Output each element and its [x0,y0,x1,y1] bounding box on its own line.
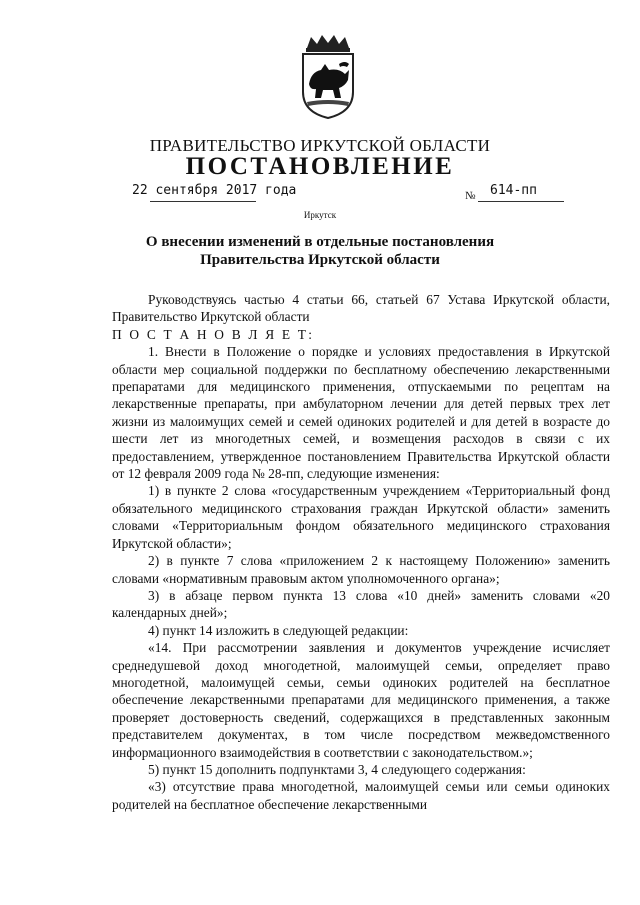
subclause-3-paragraph: 3) в абзаце первом пункта 13 слова «10 дней» заменить словами «20 календарных дней»; [112,587,610,621]
city-name: Иркутск [303,210,337,220]
government-name: ПРАВИТЕЛЬСТВО ИРКУТСКОЙ ОБЛАСТИ [149,136,491,155]
document-type-title: ПОСТАНОВЛЕНИЕ [185,153,455,180]
document-subject [0,233,640,269]
date-underline [150,201,256,202]
document-body [112,291,610,813]
preamble-paragraph: Руководствуясь частью 4 статьи 66, статьей 67 Устава Иркутской области, Правительство Иркутской области [112,292,610,325]
point-14-text-paragraph: «14. При рассмотрении заявления и документов учреждение исчисляет среднедушевой доход многодетной, малоимущей семьи, определяет право многодетной, малоимущей семьи, семьи одиноких родителей на бесплатное обеспечение лекарственными препаратами для медицинского применения, а также проверяет достоверность сведений, содержащихся в представленных законным представителем документах, в том числе посредством межведомственного информационного взаимодействия в соответствии с законодательством.»; [112,640,610,760]
subclause-1-paragraph: 1) в пункте 2 слова «государственным учреждением «Территориальный фонд обязательного медицинского страхования граждан Иркутской области» заменить словами «Территориальным фондом обязательного медицинского страхования Иркутской области»; [112,483,610,551]
subpoint-3-paragraph: «3) отсутствие права многодетной, малоимущей семьи или семьи одиноких родителей на бесплатное обеспечение лекарственными [112,779,610,812]
number-label: № [465,190,476,202]
document-number: 614-пп [490,183,537,198]
subject-line-1: О внесении изменений в отдельные постановления [145,234,495,250]
subject-line-2: Правительства Иркутской области [200,252,440,268]
clause-1-paragraph: 1. Внести в Положение о порядке и условиях предоставления в Иркутской области мер социальной поддержки по бесплатному обеспечению лекарственными препаратами для медицинского применения, отпускаемыми по рецептам на лекарственные препараты, при амбулаторном лечении для детей первых трех лет жизни из малоимущих семей и семей одиноких родителей и для детей в возрасте до шести лет из многодетных семей, и возмещения расходов в связи с их предоставлением, утвержденное постановлением Правительства Иркутской области от 12 февраля 2009 года № 28-пп, следующие изменения: [112,344,610,482]
resolves-heading: П О С Т А Н О В Л Я Е Т: [112,326,315,342]
subclause-4-paragraph: 4) пункт 14 изложить в следующей редакции: [148,622,409,638]
subclause-5-paragraph: 5) пункт 15 дополнить подпунктами 3, 4 следующего содержания: [148,761,526,777]
coat-of-arms-icon [299,34,357,120]
document-date: 22 сентября 2017 года [132,183,297,198]
number-underline [478,201,564,202]
subclause-2-paragraph: 2) в пункте 7 слова «приложением 2 к настоящему Положению» заменить словами «нормативным правовым актом уполномоченного органа»; [112,553,610,586]
